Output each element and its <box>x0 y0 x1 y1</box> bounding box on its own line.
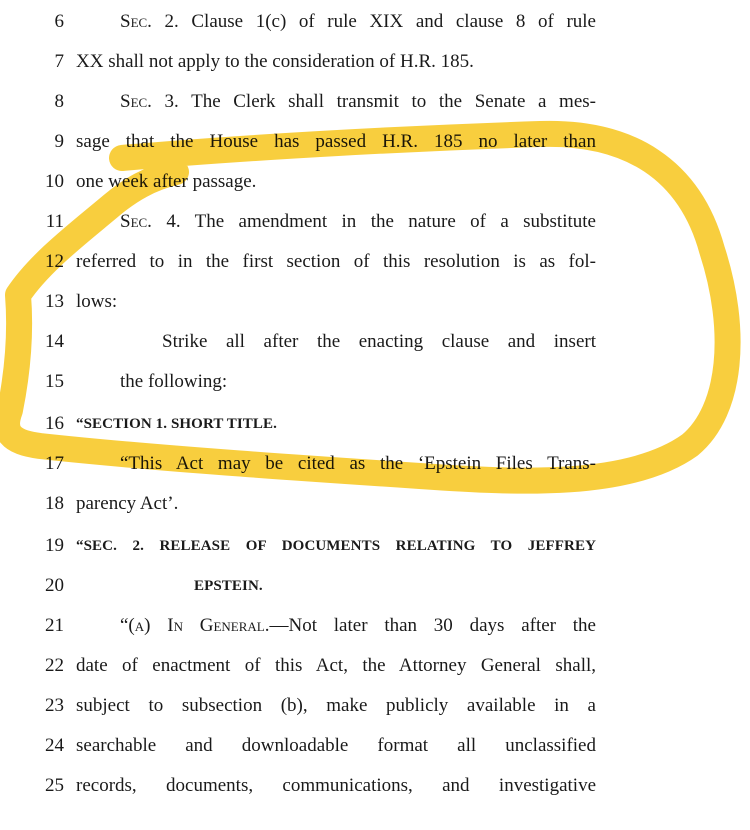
line-text: “This Act may be cited as the ‘Epstein Files Trans- <box>120 453 596 474</box>
line-text: Strike all after the enacting clause and insert <box>162 331 596 352</box>
line-text: the following: <box>120 371 228 392</box>
line-number: 14 <box>45 331 64 352</box>
document-line <box>0 42 750 82</box>
document-line <box>0 162 750 202</box>
document-line <box>0 726 750 766</box>
document-line <box>0 202 750 242</box>
document-line <box>0 484 750 524</box>
subsection-label: “(a) In General. <box>120 615 270 636</box>
line-number: 15 <box>45 371 64 392</box>
line-number: 10 <box>45 171 64 192</box>
line-text: XX shall not apply to the consideration of H.R. 185. <box>76 51 474 72</box>
line-text <box>76 202 596 242</box>
document-line <box>0 404 750 444</box>
document-line <box>0 2 750 42</box>
line-text <box>76 82 596 122</box>
line-text: records, documents, communications, and investigative <box>76 775 596 796</box>
line-number: 18 <box>45 493 64 514</box>
line-number: 13 <box>45 291 64 312</box>
line-text <box>76 2 596 42</box>
line-number: 25 <box>45 775 64 796</box>
line-text: searchable and downloadable format all unclassified <box>76 735 596 756</box>
line-number: 22 <box>45 655 64 676</box>
line-text: lows: <box>76 291 118 312</box>
section-heading: “SECTION 1. SHORT TITLE. <box>76 416 277 432</box>
document-line <box>0 646 750 686</box>
document-line <box>0 766 750 806</box>
document-line <box>0 566 750 606</box>
line-number: 6 <box>54 11 64 32</box>
line-number: 20 <box>45 575 64 596</box>
line-text: parency Act’. <box>76 493 179 514</box>
line-body: 4. The amendment in the nature of a substitute <box>151 211 596 232</box>
line-text: one week after passage. <box>76 171 257 192</box>
line-number: 12 <box>45 251 64 272</box>
section-heading: EPSTEIN. <box>194 578 263 594</box>
document-line <box>0 526 750 566</box>
line-body: —Not later than 30 days after the <box>269 615 596 636</box>
section-label: Sec. <box>120 211 152 232</box>
section-label: Sec. <box>120 11 152 32</box>
document-line <box>0 606 750 646</box>
line-text: subject to subsection (b), make publicly available in a <box>76 695 596 716</box>
document-line <box>0 122 750 162</box>
document-line <box>0 322 750 362</box>
line-body: 2. Clause 1(c) of rule XIX and clause 8 of rule <box>151 11 596 32</box>
document-line <box>0 362 750 402</box>
document-line <box>0 282 750 322</box>
line-number: 21 <box>45 615 64 636</box>
line-number: 7 <box>54 51 64 72</box>
document-line <box>0 242 750 282</box>
line-number: 9 <box>54 131 64 152</box>
line-text <box>76 606 596 646</box>
line-text: sage that the House has passed H.R. 185 no later than <box>76 131 596 152</box>
document-line <box>0 444 750 484</box>
section-heading: “SEC. 2. RELEASE OF DOCUMENTS RELATING TO JEFFREY <box>76 538 596 554</box>
document-line <box>0 82 750 122</box>
line-text: referred to in the first section of this resolution is as fol- <box>76 251 596 272</box>
line-number: 24 <box>45 735 64 756</box>
line-number: 23 <box>45 695 64 716</box>
line-number: 17 <box>45 453 64 474</box>
line-number: 11 <box>45 211 64 232</box>
line-text: date of enactment of this Act, the Attorney General shall, <box>76 655 596 676</box>
document-line <box>0 686 750 726</box>
line-body: 3. The Clerk shall transmit to the Senate a mes- <box>151 91 596 112</box>
line-number: 16 <box>45 413 64 434</box>
line-number: 8 <box>54 91 64 112</box>
section-label: Sec. <box>120 91 152 112</box>
line-number: 19 <box>45 535 64 556</box>
